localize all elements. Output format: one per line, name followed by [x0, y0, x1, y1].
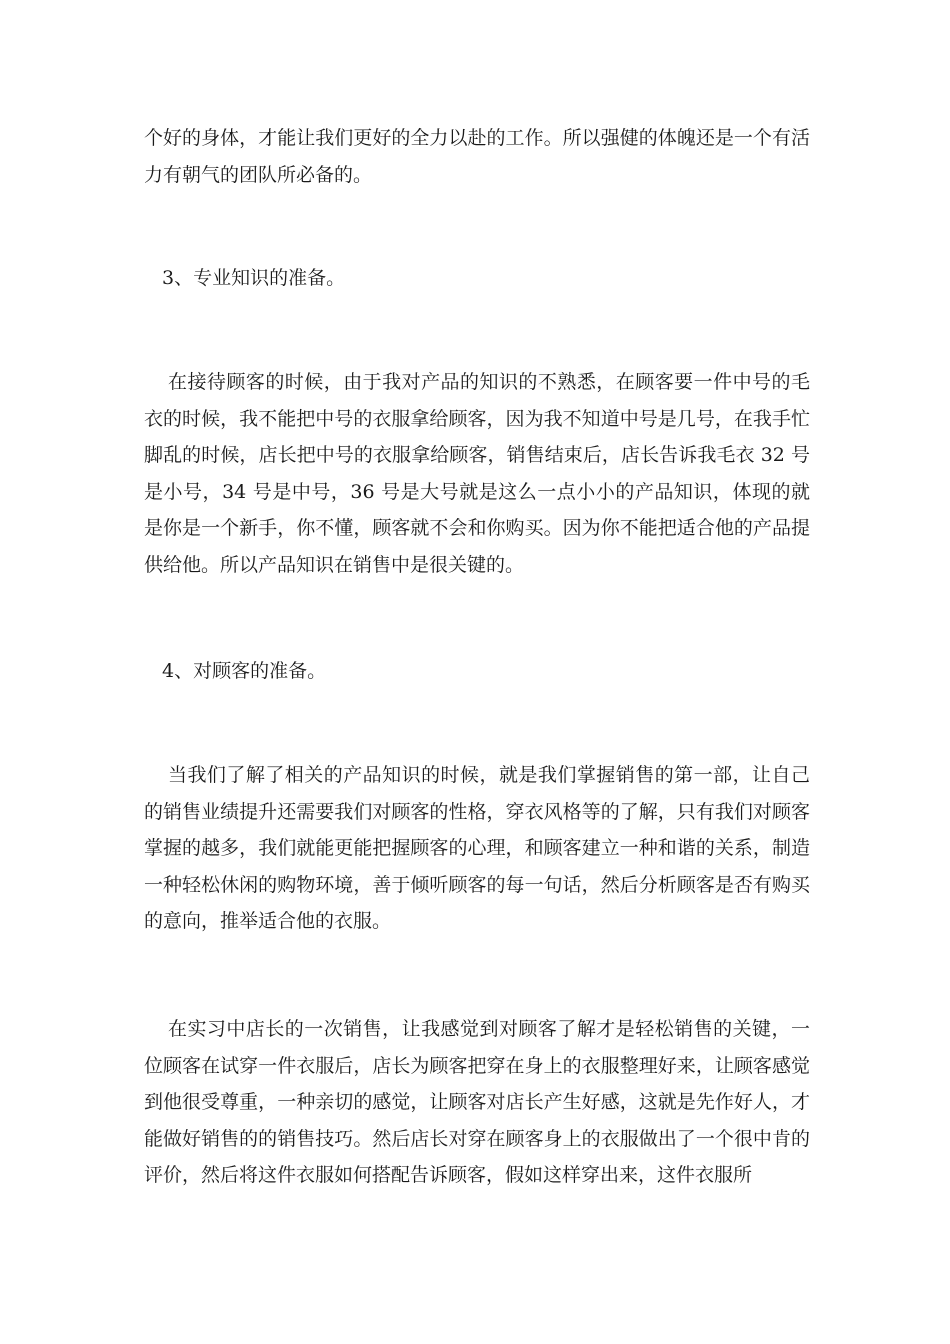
paragraph-product-knowledge: 在接待顾客的时候，由于我对产品的知识的不熟悉，在顾客要一件中号的毛衣的时候，我不能把中号的衣服拿给顾客，因为我不知道中号是几号，在我手忙脚乱的时候，店长把中号的衣服拿给顾客，销售结束后，店长告诉我毛衣 32 号是小号，34 号是中号，36 号是大号就是这么一点小小的产品知识，体现的就是你是一个新手，你不懂，顾客就不会和你购买。因为你不能把适合他的产品提供给他。所以产品知识在销售中是很关键的。	[144, 371, 810, 576]
paragraph-body-1: 个好的身体，才能让我们更好的全力以赴的工作。所以强健的体魄还是一个有活力有朝气的团队所必备的。	[144, 127, 810, 186]
section-heading-3: 3、专业知识的准备。	[162, 267, 346, 289]
section-heading-4: 4、对顾客的准备。	[162, 660, 327, 682]
paragraph-customer-preparation: 当我们了解了相关的产品知识的时候，就是我们掌握销售的第一部，让自己的销售业绩提升还需要我们对顾客的性格，穿衣风格等的了解，只有我们对顾客掌握的越多，我们就能更能把握顾客的心理，和顾客建立一种和谐的关系，制造一种轻松休闲的购物环境，善于倾听顾客的每一句话，然后分析顾客是否有购买的意向，推举适合他的衣服。	[144, 764, 810, 932]
paragraph-store-manager-sale: 在实习中店长的一次销售，让我感觉到对顾客了解才是轻松销售的关键，一位顾客在试穿一件衣服后，店长为顾客把穿在身上的衣服整理好来，让顾客感觉到他很受尊重，一种亲切的感觉，让顾客对店长产生好感，这就是先作好人，才能做好销售的的销售技巧。然后店长对穿在顾客身上的衣服做出了一个很中肯的评价，然后将这件衣服如何搭配告诉顾客，假如这样穿出来，这件衣服所	[144, 1018, 810, 1186]
